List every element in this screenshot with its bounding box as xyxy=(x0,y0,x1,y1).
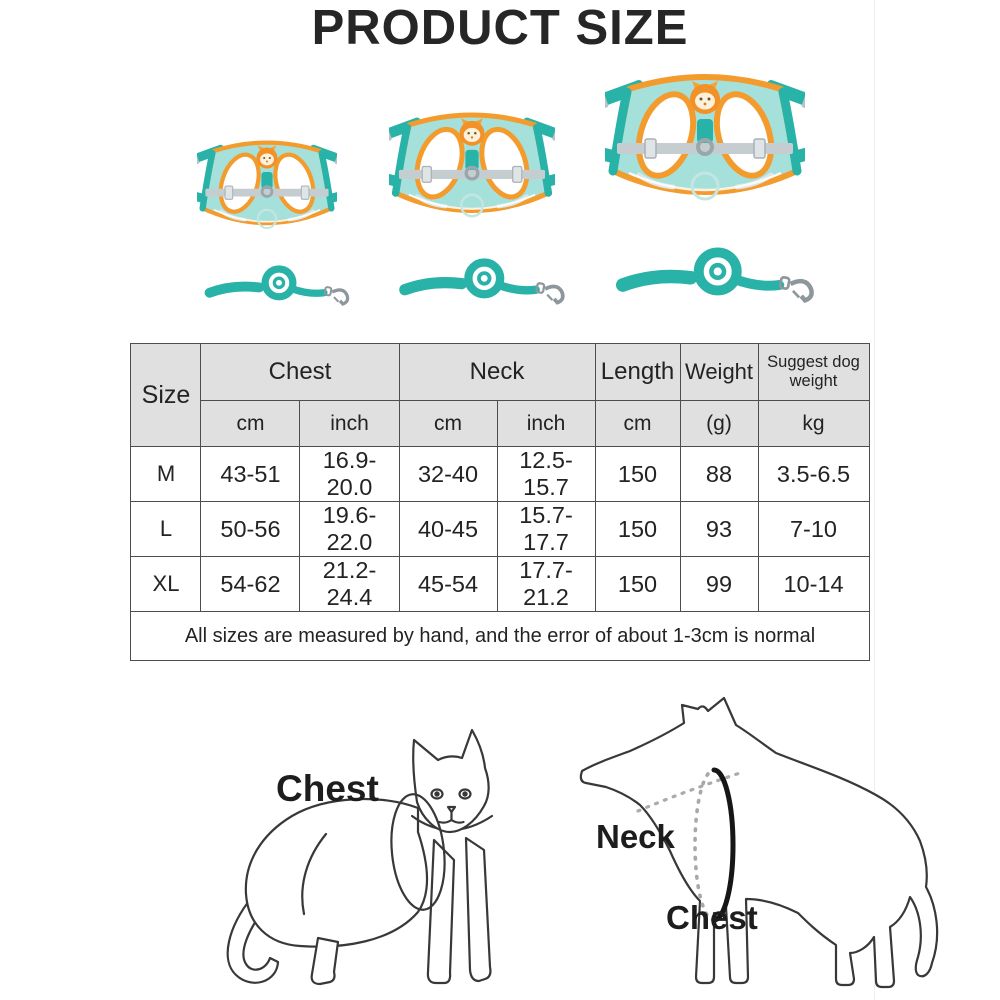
cat-chest-label: Chest xyxy=(276,768,379,809)
harness-l-icon xyxy=(389,100,555,233)
cell-weight-g: 88 xyxy=(680,447,758,502)
table-header-row-1 xyxy=(131,344,869,401)
harness-product-xl xyxy=(601,59,809,314)
harness-m-icon xyxy=(197,130,337,242)
dog-chest-label: Chest xyxy=(666,899,758,936)
cell-length-cm: 150 xyxy=(595,502,680,557)
leash-l-icon xyxy=(395,242,569,314)
cell-suggest-kg: 7-10 xyxy=(758,502,869,557)
cell-neck-inch: 15.7-17.7 xyxy=(497,502,595,557)
header-neck-inch: inch xyxy=(497,401,595,447)
cell-weight-g: 99 xyxy=(680,557,758,612)
product-images xyxy=(191,62,809,314)
cell-chest-inch: 21.2-24.4 xyxy=(300,557,399,612)
header-suggest-dog-weight: Suggest dog weight xyxy=(758,344,869,401)
cell-chest-inch: 19.6-22.0 xyxy=(300,502,399,557)
harness-product-l xyxy=(385,100,559,314)
cell-neck-inch: 12.5-15.7 xyxy=(497,447,595,502)
cell-chest-cm: 50-56 xyxy=(201,502,300,557)
cell-weight-g: 93 xyxy=(680,502,758,557)
page-title: PRODUCT SIZE xyxy=(311,1,689,55)
cell-length-cm: 150 xyxy=(595,447,680,502)
header-chest: Chest xyxy=(201,344,399,401)
header-length: Length xyxy=(595,344,680,401)
cell-neck-cm: 45-54 xyxy=(399,557,497,612)
cell-neck-cm: 40-45 xyxy=(399,502,497,557)
header-size: Size xyxy=(131,344,201,447)
header-neck: Neck xyxy=(399,344,595,401)
header-weight: Weight xyxy=(680,344,758,401)
measurement-note: All sizes are measured by hand, and the error of about 1-3cm is normal xyxy=(131,612,869,661)
table-row-xl xyxy=(131,557,869,612)
harness-xl-icon xyxy=(605,59,805,219)
table-row-l xyxy=(131,502,869,557)
leash-xl-icon xyxy=(611,228,819,314)
cell-size: XL xyxy=(131,557,201,612)
table-header-row-2 xyxy=(131,401,869,447)
table-note-row xyxy=(131,612,869,661)
table-row-m xyxy=(131,447,869,502)
size-table xyxy=(130,343,869,661)
cell-chest-cm: 43-51 xyxy=(201,447,300,502)
leash-m-icon xyxy=(201,251,353,314)
cat-outline-icon xyxy=(222,712,552,997)
header-chest-inch: inch xyxy=(300,401,399,447)
cell-neck-inch: 17.7-21.2 xyxy=(497,557,595,612)
cell-size: L xyxy=(131,502,201,557)
header-neck-cm: cm xyxy=(399,401,497,447)
header-length-cm: cm xyxy=(595,401,680,447)
cell-suggest-kg: 3.5-6.5 xyxy=(758,447,869,502)
cell-length-cm: 150 xyxy=(595,557,680,612)
cell-chest-cm: 54-62 xyxy=(201,557,300,612)
size-table-section xyxy=(0,343,1000,661)
cell-chest-inch: 16.9-20.0 xyxy=(300,447,399,502)
cell-size: M xyxy=(131,447,201,502)
cell-suggest-kg: 10-14 xyxy=(758,557,869,612)
header-weight-g: (g) xyxy=(680,401,758,447)
cell-neck-cm: 32-40 xyxy=(399,447,497,502)
harness-product-m xyxy=(191,130,343,314)
dog-neck-label: Neck xyxy=(596,818,675,855)
header-suggest-kg: kg xyxy=(758,401,869,447)
header-chest-cm: cm xyxy=(201,401,300,447)
